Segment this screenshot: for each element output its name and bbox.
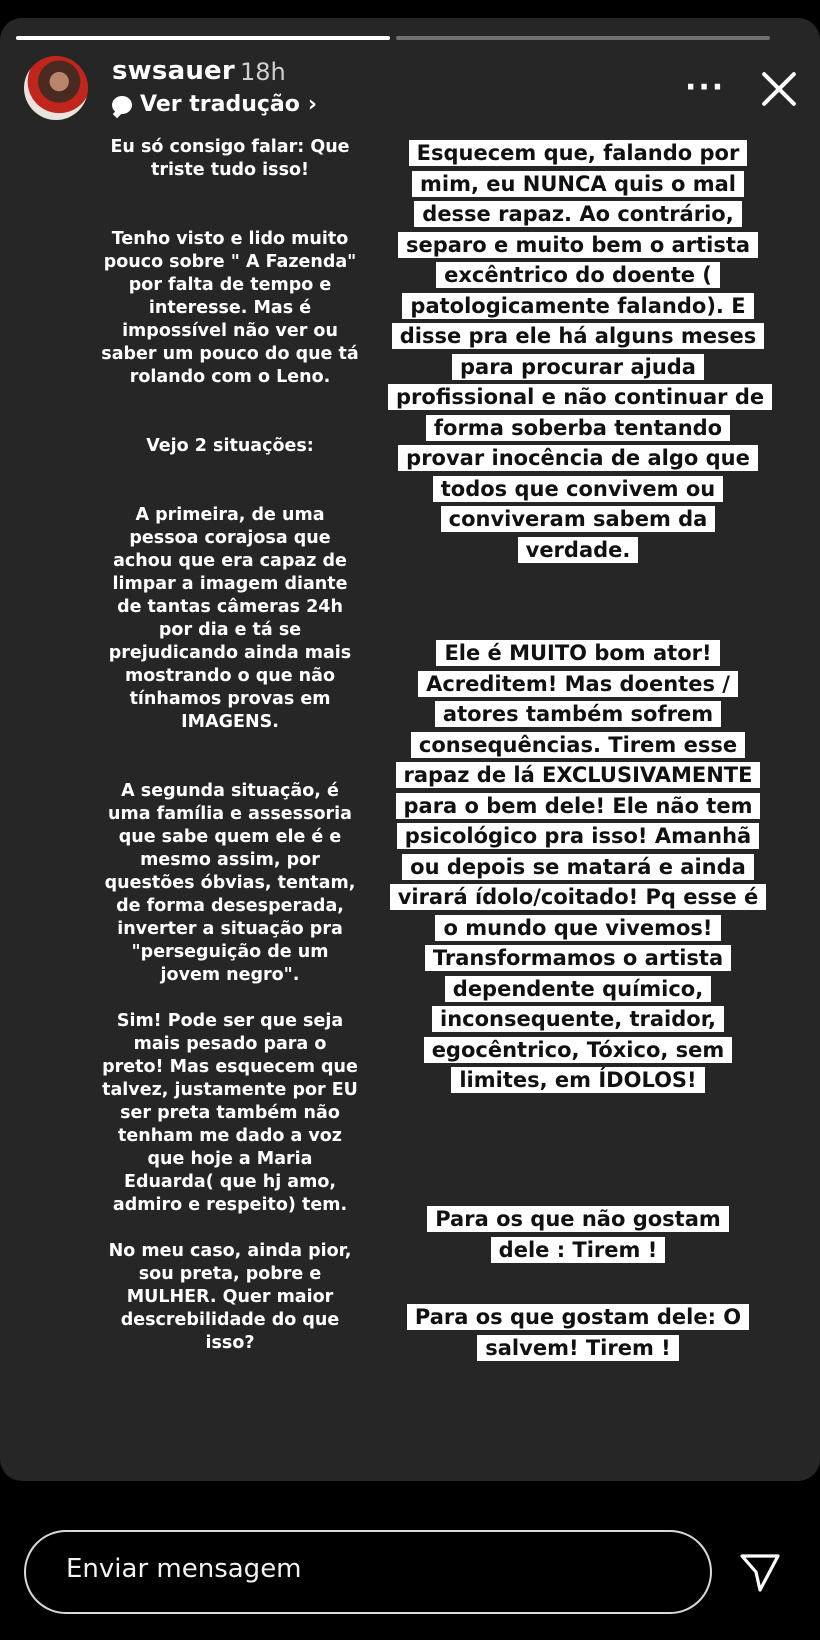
progress-segment-2 (396, 36, 770, 40)
see-translation-link[interactable] (112, 92, 317, 117)
send-message-input[interactable] (24, 1530, 712, 1614)
chevron-right-icon: › (307, 92, 317, 117)
left-text-column (100, 136, 360, 1355)
left-paragraph: Vejo 2 situações: (146, 436, 314, 456)
right-text-block-4 (400, 1302, 756, 1363)
send-icon[interactable] (738, 1550, 782, 1594)
more-options-icon[interactable]: ··· (685, 70, 726, 105)
highlighted-text: Para os que gostam dele: O salvem! Tirem ! (407, 1304, 749, 1361)
close-icon[interactable] (758, 68, 800, 110)
progress-segment-1 (16, 36, 390, 40)
progress-fill-1 (16, 36, 390, 40)
chat-bubble-icon (112, 96, 132, 114)
left-paragraph: A segunda situação, é uma família e assessoria que sabe quem ele é e mesmo assim, por questões óbvias, tentam, de forma desesperada, inverter a situação pra "perseguição de um jovem negro". (104, 781, 356, 985)
post-time: 18h (240, 58, 286, 86)
left-paragraph: No meu caso, ainda pior, sou preta, pobre e MULHER. Quer maior descrebilidade do que isso? (108, 1241, 352, 1353)
see-translation-label: Ver tradução (140, 92, 300, 117)
username[interactable]: swsauer (112, 56, 235, 86)
highlighted-text: Para os que não gostam dele : Tirem ! (427, 1206, 729, 1263)
message-placeholder: Enviar mensagem (66, 1554, 302, 1584)
right-text-block-3 (418, 1204, 738, 1265)
avatar[interactable] (24, 56, 88, 120)
highlighted-text: Ele é MUITO bom ator! Acreditem! Mas doentes / atores também sofrem consequências. Tirem esse rapaz de lá EXCLUSIVAMENTE para o bem dele! Ele não tem psicológico pra isso! Amanhã ou depois se matará e ainda virará ídolo/coitado! Pq esse é o mundo que vivemos! Transformamos o artista dependente químico, inconsequente, traidor, egocêntrico, Tóxico, sem limites, em ÍDOLOS! (390, 640, 767, 1093)
right-text-block-1 (388, 138, 768, 565)
left-paragraph: Sim! Pode ser que seja mais pesado para o preto! Mas esquecem que talvez, justamente por EU ser preta também não tenham me dado a voz que hoje a Maria Eduarda( que hj amo, admiro e respeito) tem. (102, 1011, 358, 1215)
highlighted-text: Esquecem que, falando por mim, eu NUNCA quis o mal desse rapaz. Ao contrário, separo e muito bem o artista excêntrico do doente ( patologicamente falando). E disse pra ele há alguns meses para procurar ajuda profissional e não continuar de forma soberba tentando provar inocência de algo que todos que convivem ou conviveram sabem da verdade. (388, 140, 772, 563)
right-text-block-2 (388, 638, 768, 1096)
left-paragraph: A primeira, de uma pessoa corajosa que achou que era capaz de limpar a imagem diante de tantas câmeras 24h por dia e tá se prejudicando ainda mais mostrando o que não tínhamos provas em IMAGENS. (108, 505, 352, 732)
story-progress (16, 36, 804, 40)
left-paragraph: Eu só consigo falar: Que triste tudo isso! (110, 137, 350, 180)
left-paragraph: Tenho visto e lido muito pouco sobre " A Fazenda" por falta de tempo e interesse. Mas é impossível não ver ou saber um pouco do que tá rolando com o Leno. (101, 229, 359, 387)
